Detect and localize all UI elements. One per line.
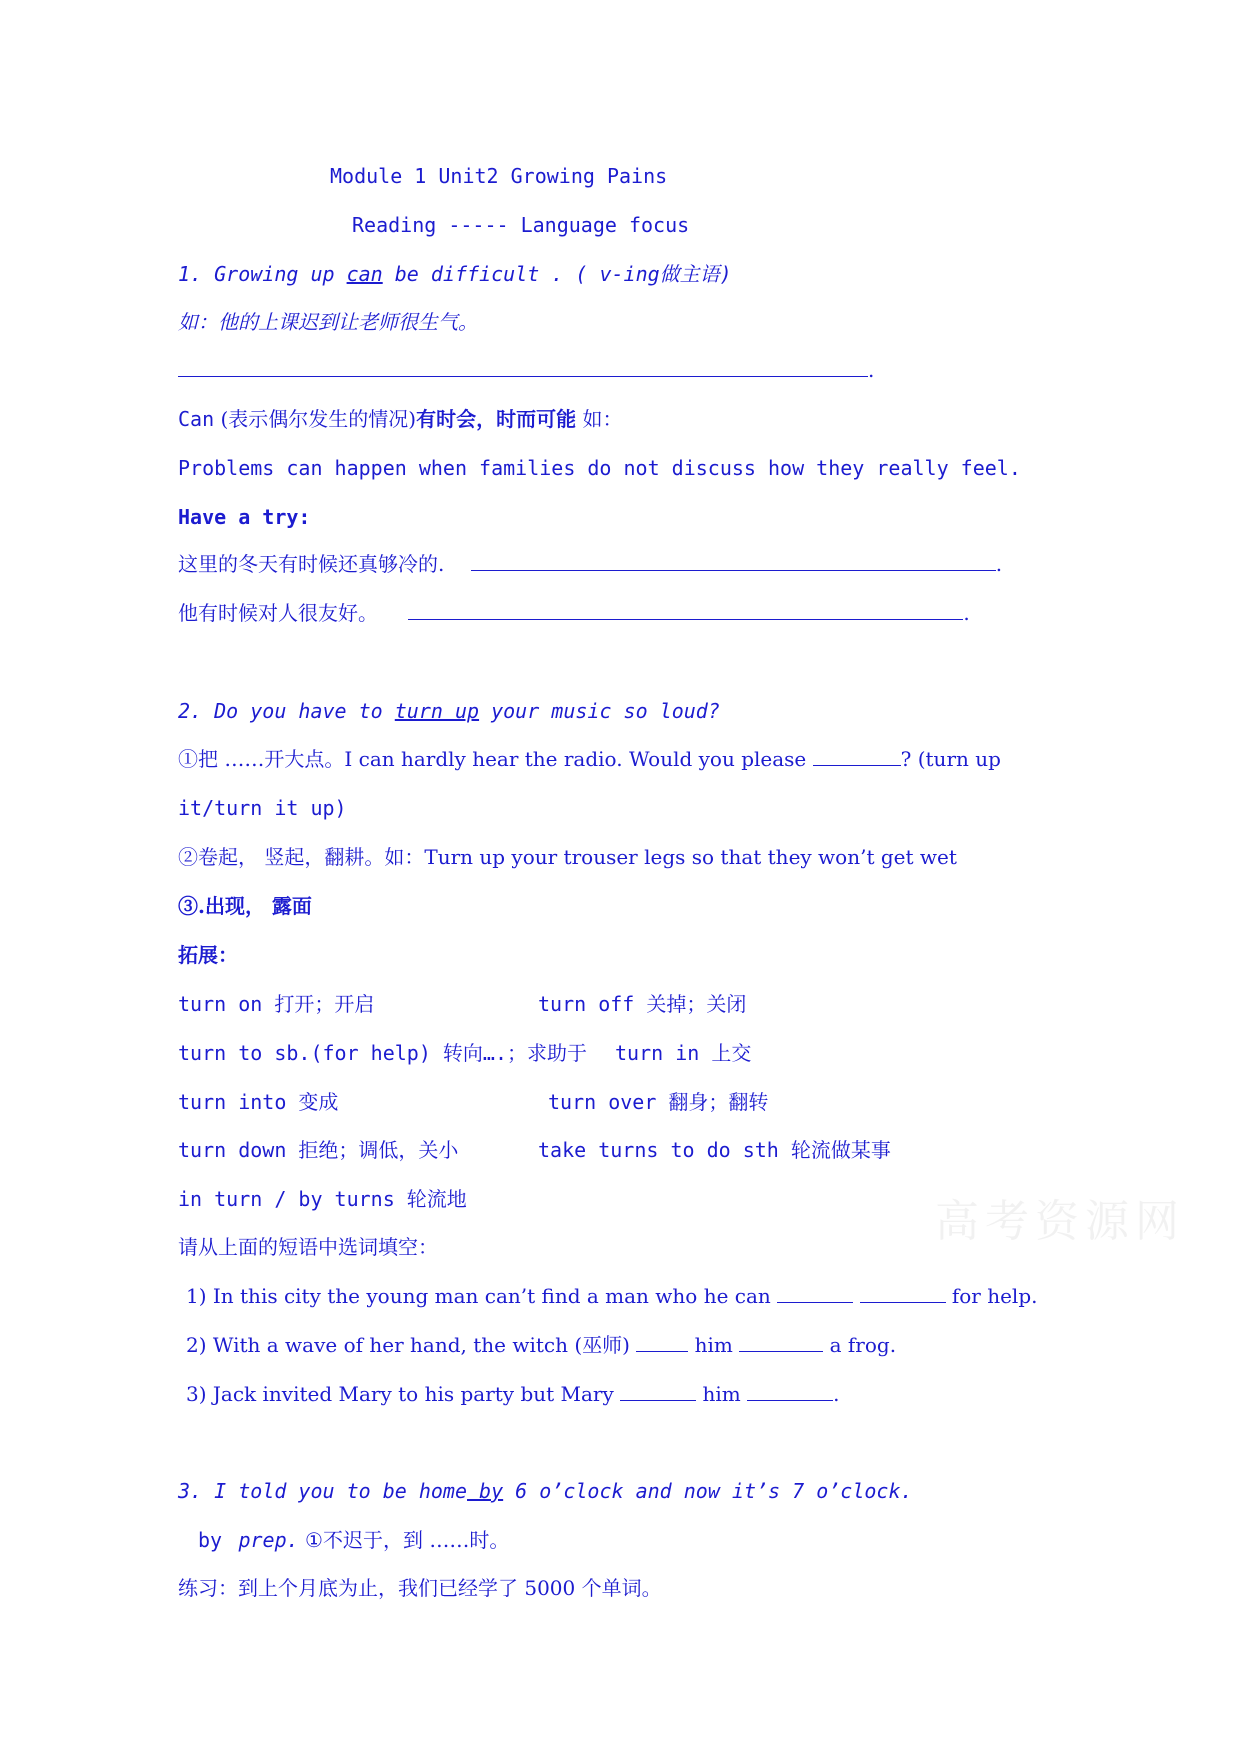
page-title: Module 1 Unit2 Growing Pains (330, 164, 668, 188)
by-explanation (198, 1528, 509, 1552)
meaning-1-a: ①把 ……开大点。I can hardly hear the radio. Would you please (178, 747, 813, 771)
q3-text-b: him (696, 1382, 748, 1406)
phrase-row-3: turn into 变成 (178, 1090, 339, 1114)
can-ru: 如： (582, 407, 623, 431)
meaning-1 (178, 747, 1001, 771)
phrase-row-2: turn to sb.(for help) 转向….；求助于 (178, 1041, 587, 1065)
by-word: by (198, 1528, 223, 1552)
section-2-number: 2. (178, 699, 203, 723)
by-meaning: ①不迟于，到 ……时。 (305, 1528, 510, 1552)
q2-blank-2[interactable] (739, 1333, 823, 1352)
try-item-1 (178, 552, 1002, 576)
section-2-key-phrase: turn up (394, 699, 480, 723)
section-1-example-prompt: 如：他的上课迟到让老师很生气。 (178, 310, 478, 334)
section-3-number: 3. (178, 1479, 203, 1503)
phrase-row-2-right: turn in 上交 (615, 1041, 752, 1065)
try-1-prompt: 这里的冬天有时候还真够冷的. (178, 552, 445, 576)
section-3-sentence-a: I told you to be home (214, 1479, 468, 1503)
q2-text-a: 2) With a wave of her hand, the witch (巫师) (186, 1333, 637, 1357)
try-2-blank[interactable] (408, 601, 963, 620)
by-pos: prep. (238, 1528, 299, 1552)
section-1-answer-line (178, 358, 874, 382)
answer-blank[interactable] (178, 358, 868, 377)
practice-line: 练习：到上个月底为止，我们已经学了 5000 个单词。 (178, 1576, 662, 1600)
phrase-row-1 (178, 992, 374, 1016)
can-note: (表示偶尔发生的情况) (220, 407, 417, 431)
answer-period: . (868, 358, 875, 382)
q3-blank-2[interactable] (747, 1382, 833, 1401)
section-3-key-word: by (467, 1479, 504, 1503)
section-3-sentence-b: 6 o’clock and now it’s 7 o’clock. (503, 1479, 913, 1503)
q2-text-b: him (688, 1333, 740, 1357)
q1-text-a: 1) In this city the young man can’t find a man who he can (186, 1284, 778, 1308)
q2-blank-1[interactable] (636, 1333, 688, 1352)
extension-label: 拓展： (178, 943, 238, 967)
can-meaning: 有时会，时而可能 (416, 407, 577, 431)
page-subtitle: Reading ----- Language focus (352, 213, 690, 237)
fill-instruction: 请从上面的短语中选词填空： (178, 1235, 438, 1259)
try-1-period: . (995, 552, 1003, 576)
watermark: 高考资源网 (935, 1196, 1185, 1247)
q3-text-a: 3) Jack invited Mary to his party but Mary (186, 1382, 621, 1406)
section-2-sentence-a: Do you have to (214, 699, 395, 723)
section-2-sentence-b: your music so loud? (479, 699, 720, 723)
phrase-row-3-right: turn over 翻身；翻转 (548, 1090, 769, 1114)
try-2-period: . (963, 601, 970, 625)
section-1-heading (178, 262, 732, 286)
q1-blank-1[interactable] (777, 1284, 853, 1303)
section-1-sentence-a: Growing up (214, 262, 347, 286)
try-item-2 (178, 601, 970, 625)
section-1-sentence-b: be difficult . ( v-ing做主语) (382, 262, 732, 286)
have-a-try-label: Have a try: (178, 505, 311, 529)
meaning-1-continuation: it/turn it up) (178, 796, 347, 820)
meaning-3: ③.出现， 露面 (178, 894, 312, 918)
try-2-prompt: 他有时候对人很友好。 (178, 601, 378, 625)
phrase-row-4-right: take turns to do sth 轮流做某事 (538, 1138, 891, 1162)
q2-text-c: a frog. (823, 1333, 897, 1357)
q3-blank-1[interactable] (620, 1382, 696, 1401)
phrase: turn on 打开；开启 (178, 992, 375, 1016)
phrase-row-4: turn down 拒绝；调低，关小 (178, 1138, 459, 1162)
can-word: Can (178, 407, 215, 431)
fill-question-3 (186, 1382, 839, 1406)
meaning-2: ②卷起， 竖起，翻耕。如：Turn up your trouser legs so that they won’t get wet (178, 845, 957, 869)
fill-question-1 (186, 1284, 1038, 1308)
example-sentence: Problems can happen when families do not discuss how they really feel. (178, 456, 1021, 480)
section-3-heading (178, 1479, 913, 1503)
q1-blank-2[interactable] (860, 1284, 946, 1303)
q3-text-c: . (833, 1382, 840, 1406)
fill-question-2 (186, 1333, 896, 1357)
section-1-number: 1. (178, 262, 203, 286)
meaning-1-blank[interactable] (813, 747, 901, 766)
section-1-key-word: can (346, 262, 383, 286)
meaning-1-b: ? (turn up (900, 747, 1001, 771)
can-explanation (178, 407, 622, 431)
phrase-row-5: in turn / by turns 轮流地 (178, 1187, 467, 1211)
phrase-row-1-right: turn off 关掉；关闭 (538, 992, 747, 1016)
section-2-heading (178, 699, 720, 723)
try-1-blank[interactable] (471, 552, 996, 571)
q1-text-b: for help. (945, 1284, 1038, 1308)
